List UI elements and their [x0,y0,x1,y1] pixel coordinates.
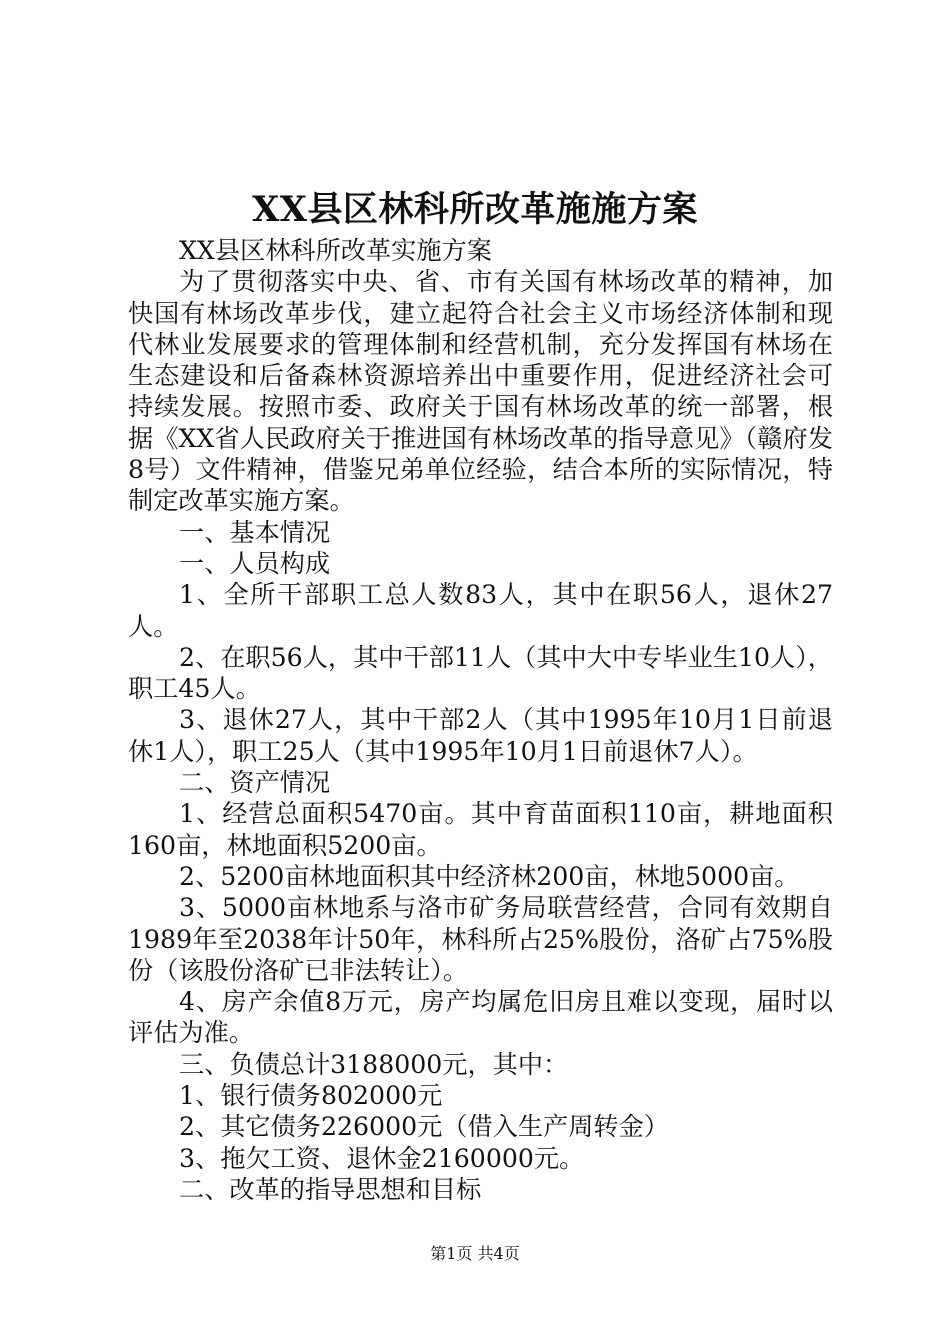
section-heading: 二、改革的指导思想和目标 [179,1174,482,1204]
list-item: 3、退休27人，其中干部2人（其中1995年10月1日前退休1人），职工25人（其中1995年10月1日前退休7人）。 [128,705,833,766]
section-heading: 一、基本情况 [179,517,331,547]
subsection-heading: 三、负债总计3188000元，其中： [179,1049,569,1079]
page-footer: 第1页 共4页 [430,1244,520,1263]
list-item: 3、拖欠工资、退休金2160000元。 [179,1143,585,1173]
subsection-heading: 二、资产情况 [179,768,331,798]
document-body [128,235,833,1205]
list-item: 2、5200亩林地面积其中经济林200亩，林地5000亩。 [179,861,800,891]
subsection-heading: 一、人员构成 [179,548,331,578]
list-item: 1、银行债务802000元 [179,1081,443,1111]
list-item: 3、5000亩林地系与洛市矿务局联营经营，合同有效期自1989年至2038年计50年，林科所占25%股份，洛矿占75%股份（该股份洛矿已非法转让）。 [128,893,833,985]
list-item: 1、经营总面积5470亩。其中育苗面积110亩，耕地面积160亩，林地面积5200亩。 [128,799,833,860]
subtitle-paragraph: XX县区林科所改革实施方案 [179,236,492,265]
intro-paragraph: 为了贯彻落实中央、省、市有关国有林场改革的精神，加快国有林场改革步伐，建立起符合社会主义市场经济体制和现代林业发展要求的管理体制和经营机制，充分发挥国有林场在生态建设和后备森林资源培养出中重要作用，促进经济社会可持续发展。按照市委、政府关于国有林场改革的统一部署，根据《XX省人民政府关于推进国有林场改革的指导意见》（赣府发8号）文件精神，借鉴兄弟单位经验，结合本所的实际情况，特制定改革实施方案。 [128,267,833,516]
list-item: 2、其它债务226000元（借入生产周转金） [179,1112,669,1142]
list-item: 4、房产余值8万元，房产均属危旧房且难以变现，届时以评估为准。 [128,987,833,1048]
document-title: XX县区林科所改革施施方案 [252,189,698,230]
list-item: 1、全所干部职工总人数83人，其中在职56人，退休27人。 [128,580,833,641]
list-item: 2、在职56人，其中干部11人（其中大中专毕业生10人），职工45人。 [128,642,833,704]
